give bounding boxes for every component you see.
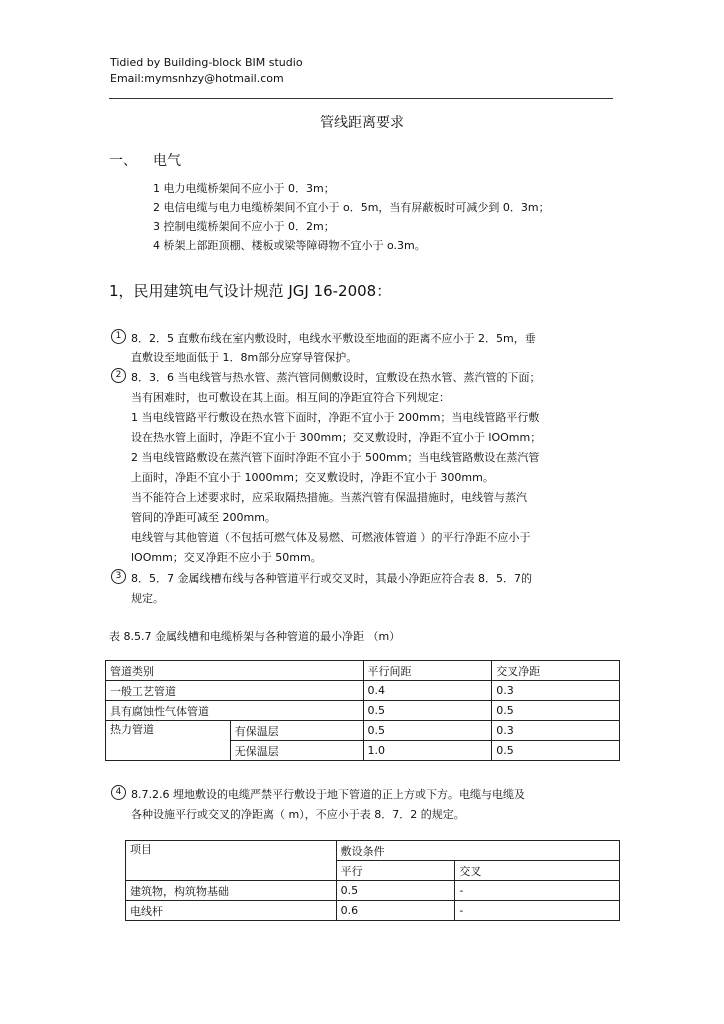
cross-cell: 0.3 bbox=[492, 681, 620, 701]
clause-2-line-4: 设在热水管上面时，净距不宜小于 300mm；交叉敷设时，净距不宜小于 lOOmm； bbox=[131, 431, 542, 444]
electrical-item-2: 2 电信电缆与电力电缆桥架间不宜小于 o．5m，当有屏蔽板时可减少到 0．3m； bbox=[153, 201, 550, 214]
parallel-cell: 0.5 bbox=[363, 701, 492, 721]
header-cross: 交叉 bbox=[455, 861, 620, 881]
table-header-row bbox=[106, 661, 620, 681]
parallel-cell: 0.5 bbox=[336, 881, 455, 901]
pipe-type-cell: 具有腐蚀性气体管道 bbox=[106, 701, 364, 721]
pipe-type-cell: 一般工艺管道 bbox=[106, 681, 364, 701]
table-row bbox=[126, 901, 620, 921]
table-row bbox=[106, 681, 620, 701]
clause-3-marker: 3 bbox=[111, 569, 126, 584]
header-parallel-distance: 平行间距 bbox=[363, 661, 492, 681]
clause-4-line-2: 各种设施平行或交叉的净距离（ m），不应小于表 8．7．2 的规定。 bbox=[131, 808, 465, 821]
clause-2-line-1: 8．3．6 当电线管与热水管、蒸汽管同侧敷设时，宜敷设在热水管、蒸汽管的下面； bbox=[131, 371, 541, 384]
table-8-5-7-caption: 表 8.5.7 金属线槽和电缆桥架与各种管道的最小净距 （m） bbox=[109, 630, 401, 643]
clause-2-line-8: 管间的净距可减至 200mm。 bbox=[131, 511, 276, 524]
clause-2-line-10: lOOmm；交叉净距不应小于 50mm。 bbox=[131, 551, 322, 564]
clause-1-line-1: 8．2．5 直敷布线在室内敷设时，电线水平敷设至地面的距离不应小于 2．5m，垂 bbox=[131, 332, 536, 345]
header-laying-condition: 敷设条件 bbox=[336, 841, 619, 861]
cross-cell: 0.5 bbox=[492, 741, 620, 761]
clause-1-marker: 1 bbox=[111, 329, 126, 344]
header-item: 项目 bbox=[126, 841, 337, 881]
parallel-cell: 1.0 bbox=[363, 741, 492, 761]
cross-cell: 0.3 bbox=[492, 721, 620, 741]
clause-2-line-3: 1 当电线管路平行敷设在热水管下面时，净距不宜小于 200mm；当电线管路平行敷 bbox=[131, 411, 540, 424]
header-parallel: 平行 bbox=[336, 861, 455, 881]
item-cell: 电线杆 bbox=[126, 901, 337, 921]
clause-2-marker: 2 bbox=[111, 368, 126, 383]
standard-heading: 1，民用建筑电气设计规范 JGJ 16-2008： bbox=[109, 282, 392, 300]
clause-4-marker: 4 bbox=[111, 785, 126, 800]
table-header-row bbox=[126, 841, 620, 861]
pipe-type-cell: 热力管道 bbox=[106, 721, 231, 761]
clause-4-line-1: 8.7.2.6 埋地敷设的电缆严禁平行敷设于地下管道的正上方或下方。电缆与电缆及 bbox=[131, 788, 525, 801]
clause-3-line-2: 规定。 bbox=[131, 592, 164, 605]
parallel-cell: 0.6 bbox=[336, 901, 455, 921]
table-row bbox=[106, 721, 620, 741]
cross-cell: 0.5 bbox=[492, 701, 620, 721]
table-8-7-2 bbox=[125, 840, 620, 921]
header-studio: Tidied by Building-block BIM studio bbox=[110, 56, 303, 69]
clause-2-line-9: 电线管与其他管道（不包括可燃气体及易燃、可燃液体管道 ）的平行净距不应小于 bbox=[131, 531, 531, 544]
subtype-cell: 有保温层 bbox=[230, 721, 363, 741]
table-row bbox=[106, 701, 620, 721]
table-8-5-7 bbox=[105, 660, 620, 761]
section-title: 电气 bbox=[153, 153, 181, 169]
header-pipe-type: 管道类别 bbox=[106, 661, 364, 681]
subtype-cell: 无保温层 bbox=[230, 741, 363, 761]
parallel-cell: 0.4 bbox=[363, 681, 492, 701]
parallel-cell: 0.5 bbox=[363, 721, 492, 741]
clause-2-line-7: 当不能符合上述要求时，应采取隔热措施。当蒸汽管有保温措施时，电线管与蒸汽 bbox=[131, 491, 527, 504]
clause-1-line-2: 直敷设至地面低于 1．8m部分应穿导管保护。 bbox=[131, 351, 358, 364]
cross-cell: - bbox=[455, 881, 620, 901]
table-row bbox=[126, 881, 620, 901]
header-divider bbox=[109, 98, 613, 99]
clause-3-line-1: 8．5．7 金属线槽布线与各种管道平行或交叉时，其最小净距应符合表 8．5．7的 bbox=[131, 572, 532, 585]
electrical-item-4: 4 桥架上部距顶棚、楼板或梁等障碍物不宜小于 o.3m。 bbox=[153, 239, 426, 252]
clause-2-line-5: 2 当电线管路敷设在蒸汽管下面时净距不宜小于 500mm；当电线管路敷设在蒸汽管 bbox=[131, 451, 540, 464]
document-title: 管线距离要求 bbox=[320, 115, 404, 131]
electrical-item-3: 3 控制电缆桥架间不应小于 0．2m； bbox=[153, 220, 335, 233]
header-email: Email:mymsnhzy@hotmail.com bbox=[110, 72, 284, 85]
clause-2-line-2: 当有困难时，也可敷设在其上面。相互间的净距宜符合下列规定： bbox=[131, 391, 450, 404]
header-cross-distance: 交叉净距 bbox=[492, 661, 620, 681]
section-number: 一、 bbox=[109, 153, 137, 169]
electrical-item-1: 1 电力电缆桥架间不应小于 0．3m； bbox=[153, 182, 335, 195]
cross-cell: - bbox=[455, 901, 620, 921]
item-cell: 建筑物，构筑物基础 bbox=[126, 881, 337, 901]
clause-2-line-6: 上面时，净距不宜小于 1000mm；交叉敷设时，净距不宜小于 300mm。 bbox=[131, 471, 494, 484]
